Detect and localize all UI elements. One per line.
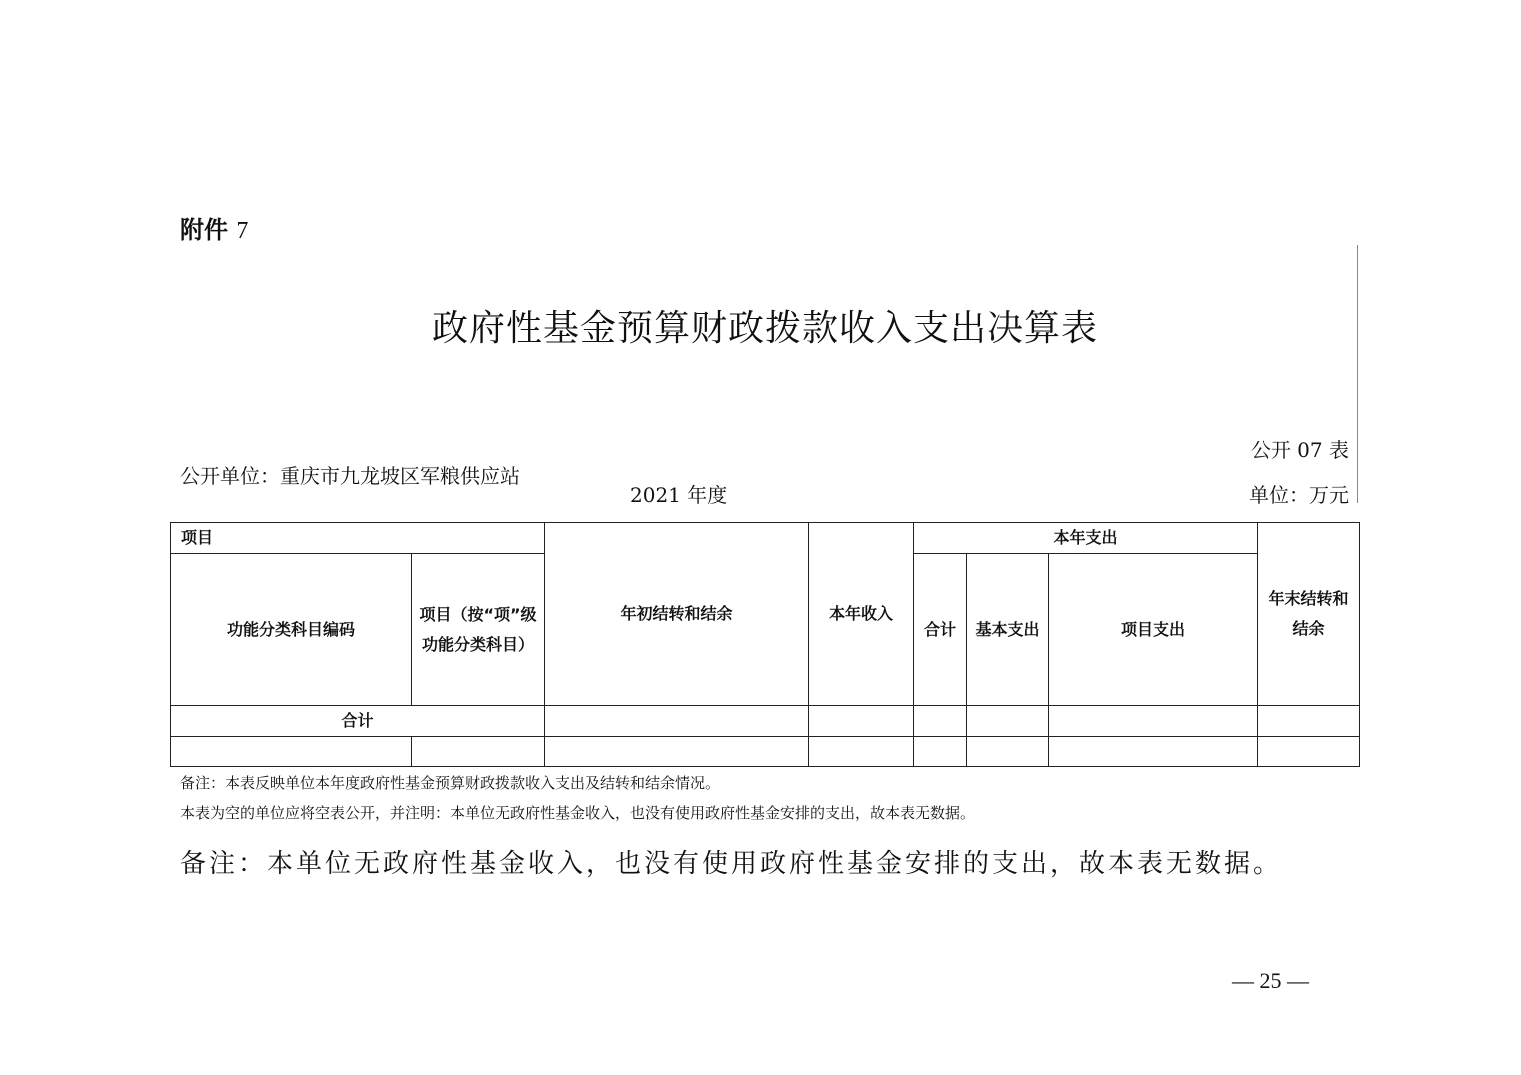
table-cell bbox=[1049, 706, 1258, 737]
table-row bbox=[171, 737, 1360, 767]
currency-unit: 单位：万元 bbox=[1249, 483, 1349, 507]
header-closing-balance: 年末结转和结余 bbox=[1258, 523, 1360, 706]
table-note: 备注：本表反映单位本年度政府性基金预算财政拨款收入支出及结转和结余情况。 bbox=[180, 774, 721, 792]
header-expenditure: 本年支出 bbox=[914, 523, 1258, 554]
fiscal-year: 2021 年度 bbox=[630, 483, 728, 507]
table-number: 公开 07 表 bbox=[1250, 438, 1349, 462]
header-total: 合计 bbox=[914, 554, 967, 706]
table-cell bbox=[914, 737, 967, 767]
header-project-expenditure: 项目支出 bbox=[1049, 554, 1258, 706]
table-cell bbox=[967, 706, 1049, 737]
remark: 备注：本单位无政府性基金收入，也没有使用政府性基金安排的支出，故本表无数据。 bbox=[180, 849, 1283, 879]
table-cell bbox=[914, 706, 967, 737]
budget-table bbox=[170, 522, 1360, 767]
table-cell bbox=[545, 706, 809, 737]
table-cell bbox=[809, 737, 914, 767]
table-cell bbox=[1258, 706, 1360, 737]
table-cell bbox=[412, 737, 545, 767]
attachment-label bbox=[180, 210, 248, 245]
page-divider bbox=[1357, 245, 1358, 503]
header-income: 本年收入 bbox=[809, 523, 914, 706]
table-cell bbox=[809, 706, 914, 737]
header-basic-expenditure: 基本支出 bbox=[967, 554, 1049, 706]
header-item-name: 项目（按“项”级功能分类科目） bbox=[412, 554, 545, 706]
page-title: 政府性基金预算财政拨款收入支出决算表 bbox=[431, 308, 1098, 349]
table-total-row bbox=[171, 706, 1360, 737]
table-cell bbox=[967, 737, 1049, 767]
table-cell bbox=[1258, 737, 1360, 767]
page-number: — 25 — bbox=[1232, 968, 1309, 993]
total-row-label: 合计 bbox=[171, 706, 545, 737]
header-opening-balance: 年初结转和结余 bbox=[545, 523, 809, 706]
empty-table-instruction: 本表为空的单位应将空表公开，并注明：本单位无政府性基金收入，也没有使用政府性基金安排的支出，故本表无数据。 bbox=[180, 804, 976, 822]
header-item: 项目 bbox=[171, 523, 545, 554]
attachment-label-text: 附件 bbox=[180, 216, 228, 244]
table-cell bbox=[171, 737, 412, 767]
unit-name: 公开单位：重庆市九龙坡区军粮供应站 bbox=[180, 464, 520, 488]
table-cell bbox=[545, 737, 809, 767]
header-function-code: 功能分类科目编码 bbox=[171, 554, 412, 706]
attachment-number: 7 bbox=[236, 218, 249, 244]
table-cell bbox=[1049, 737, 1258, 767]
